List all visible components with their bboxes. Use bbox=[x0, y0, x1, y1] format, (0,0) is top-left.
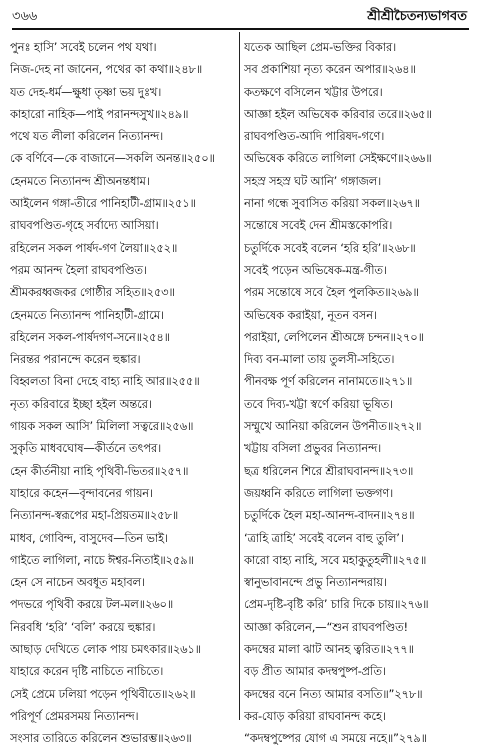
page-number: ৩৬৬ bbox=[12, 9, 38, 24]
verse-line: ‘ত্রাহি ত্রাহি’ সবেই বলেন বাহু তুলি’। bbox=[244, 530, 404, 545]
verse-line: নিত্যানন্দ-স্বরূপের মহা-প্রিয়তম॥২৫৮॥ bbox=[10, 508, 179, 523]
verse-line: “কদম্বপুষ্পের যোগ এ সময়ে নহে॥”২৭৯॥ bbox=[244, 731, 427, 746]
verse-line: সেই প্রেমে ঢলিয়া পড়েন পৃথিবীতে॥২৬২॥ bbox=[10, 686, 196, 701]
verse-line: রহিলেন সকল পার্ষদ-গণ লৈয়া॥২৫২॥ bbox=[10, 240, 178, 255]
verse-line: যত দেহ-ধর্ম—ক্ষুধা তৃষ্ণা ভয় দুঃখ। bbox=[10, 84, 162, 99]
verse-line: সবেই পড়েন অভিষেক-মন্ত্র-গীত। bbox=[244, 262, 387, 277]
verse-line: সম্মুখে আনিয়া করিলেন উপনীত॥২৭২॥ bbox=[244, 419, 422, 434]
header-rule bbox=[12, 28, 469, 30]
verse-line: যাহারে করেন দৃষ্টি নাচিতে নাচিতে। bbox=[10, 664, 164, 679]
verse-line: তবে দিব্য-খট্টা স্বর্ণে করিয়া ভূষিত। bbox=[244, 396, 393, 411]
verse-line: সব প্রকাশিয়া নৃত্য করেন অপার॥২৬৪॥ bbox=[244, 62, 416, 77]
verse-line: নানা গন্ধে সুবাসিত করিয়া সকল॥২৬৭॥ bbox=[244, 196, 420, 211]
verse-line: ছত্র ধরিলেন শিরে শ্রীরাঘবানন্দ॥২৭৩॥ bbox=[244, 463, 414, 478]
verse-line: পরিপূর্ণ প্রেমরসময় নিত্যানন্দ। bbox=[10, 708, 139, 723]
verse-line: পরম আনন্দ হৈলা রাঘবপণ্ডিত। bbox=[10, 262, 147, 277]
verse-line: পরম সন্তোষে সবে হৈল পুলকিত॥২৬৯॥ bbox=[244, 285, 419, 300]
verse-line: চতুর্দিকে সবেই বলেন ‘হরি হরি’॥২৬৮॥ bbox=[244, 240, 416, 255]
verse-line: নিরবধি ‘হরি’ ‘বলি’ করয়ে হুঙ্কার। bbox=[10, 619, 156, 634]
verse-line: জয়ধ্বনি করিতে লাগিলা ভক্তগণ। bbox=[244, 485, 394, 500]
verse-line: হেনমতে নিত্যানন্দ পানিহাটী-গ্রামে। bbox=[10, 307, 164, 322]
verse-line: সন্তোষে সবেই দেন শ্রীমস্তকোপরি। bbox=[244, 218, 393, 233]
verse-line: কদম্বের বনে নিত্য আমার বসতি॥”২৭৮॥ bbox=[244, 686, 423, 701]
verse-line: আজ্ঞা হইল অভিষেক করিবার তরে॥২৬৫॥ bbox=[244, 106, 432, 121]
verse-line: নৃত্য করিবারে ইচ্ছা হইল অন্তরে। bbox=[10, 396, 152, 411]
verse-line: স্বানুভাবানন্দে প্রভু নিত্যানন্দরায়। bbox=[244, 575, 387, 590]
verse-line: পদভরে পৃথিবী করয়ে টল-মল॥২৬০॥ bbox=[10, 597, 174, 612]
verse-line: হেন সে নাচেন অবধূত মহাবল। bbox=[10, 575, 145, 590]
verse-line: পীনবক্ষ পূর্ণ করিলেন নানামতে॥২৭১॥ bbox=[244, 374, 413, 389]
verse-line: নিরন্তর পরানন্দে করেন হুঙ্কার। bbox=[10, 352, 141, 367]
verse-line: নিজ-দেহ না জানেন, পথের কা কথা॥২৪৮॥ bbox=[10, 62, 203, 77]
verse-line: হেনমতে নিত্যানন্দ শ্রীঅনন্তধাম। bbox=[10, 173, 150, 188]
verse-line: রাঘবপণ্ডিত-গৃহে সর্বাদ্যে আসিয়া। bbox=[10, 218, 159, 233]
verse-line: পুনঃ হাসি’ সবেই চলেন পথ যথা। bbox=[10, 40, 157, 54]
verse-line: গায়ক সকল আসি’ মিলিলা সত্বরে॥২৫৬॥ bbox=[10, 419, 194, 434]
verse-line: যাহারে কহেন—বৃন্দাবনের গায়ন। bbox=[10, 485, 153, 500]
verse-line: অভিষেক করিতে লাগিলা সেইক্ষণে॥২৬৬॥ bbox=[244, 151, 432, 166]
page-header bbox=[12, 5, 469, 27]
verse-line: পরাইয়া, লেপিলেন শ্রীঅঙ্গে চন্দন॥২৭০॥ bbox=[244, 329, 424, 344]
verse-line: বড় প্রীত আমার কদম্বপুষ্প-প্রতি। bbox=[244, 664, 386, 679]
verse-line: কতক্ষণে বসিলেন খট্টার উপরে। bbox=[244, 84, 383, 99]
verse-line: খট্টায় বসিলা প্রভুবর নিত্যানন্দ। bbox=[244, 441, 382, 456]
verse-line: মাধব, গোবিন্দ, বাসুদেব—তিন ভাই। bbox=[10, 530, 168, 545]
running-title: শ্রীশ্রীচৈতন্যভাগবত bbox=[367, 9, 467, 24]
column-divider bbox=[239, 32, 240, 720]
left-column bbox=[10, 36, 237, 750]
verse-line: কাহারো নাহিক—পাই পরানন্দসুখ॥২৪৯॥ bbox=[10, 106, 189, 121]
verse-line: কদম্বের মালা ঝাট আনহ ত্বরিত॥২৭৭॥ bbox=[244, 642, 414, 657]
verse-line: সহস্র সহস্র ঘট আনি’ গঙ্গাজল। bbox=[244, 173, 382, 188]
verse-line: গাইতে লাগিলা, নাচে ঈশ্বর-নিতাই॥২৫৯॥ bbox=[10, 552, 194, 567]
right-column bbox=[244, 36, 471, 750]
verse-line: কর-যোড় করিয়া রাঘবানন্দ কহে। bbox=[244, 708, 386, 723]
verse-line: অভিষেক করাইয়া, নূতন বসন। bbox=[244, 307, 377, 322]
verse-line: আছাড় দেখিতে লোক পায় চমৎকার॥২৬১॥ bbox=[10, 642, 201, 657]
verse-line: রাঘবপণ্ডিত-আদি পারিষদ-গণে। bbox=[244, 129, 385, 144]
verse-line: দিব্য বন-মালা তায় তুলসী-সহিতে। bbox=[244, 352, 395, 367]
verse-line: বিহ্বলতা বিনা দেহে বাহ্য নাহি আর॥২৫৫॥ bbox=[10, 374, 200, 389]
verse-line: রহিলেন সকল-পার্ষদগণ-সনে॥২৫৪॥ bbox=[10, 329, 170, 344]
verse-line: পথে যত লীলা করিলেন নিত্যানন্দ। bbox=[10, 129, 164, 144]
verse-line: শ্রীমকরধ্বজকর গোষ্ঠীর সহিত॥২৫৩॥ bbox=[10, 285, 175, 300]
verse-line: চতুর্দিকে হৈল মহা-আনন্দ-বাদন॥২৭৪॥ bbox=[244, 508, 415, 523]
verse-line: কারো বাহ্য নাহি, সবে মহাকুতুহলী॥২৭৫॥ bbox=[244, 552, 427, 567]
verse-line: আইলেন গঙ্গা-তীরে পানিহাটী-গ্রাম॥২৫১॥ bbox=[10, 196, 196, 211]
verse-line: আজ্ঞা করিলেন,—“শুন রাঘবপণ্ডিত! bbox=[244, 619, 408, 634]
verse-line: কে বর্ণিবে—কে বাজানে—সকলি অনন্ত॥২৫০॥ bbox=[10, 151, 215, 166]
verse-line: সুকৃতি মাধবঘোষ—কীর্তনে তৎপর। bbox=[10, 441, 162, 456]
verse-line: হেন কীর্তনীয়া নাহি পৃথিবী-ভিতর॥২৫৭॥ bbox=[10, 463, 189, 478]
verse-line: সংসার তারিতে করিলেন শুভারম্ভ॥২৬৩॥ bbox=[10, 731, 192, 746]
verse-line: প্রেম-দৃষ্টি-বৃষ্টি করি’ চারি দিকে চায়॥২৭৬॥ bbox=[244, 597, 429, 612]
verse-line: যতেক আছিল প্রেম-ভক্তির বিকার। bbox=[244, 40, 396, 54]
